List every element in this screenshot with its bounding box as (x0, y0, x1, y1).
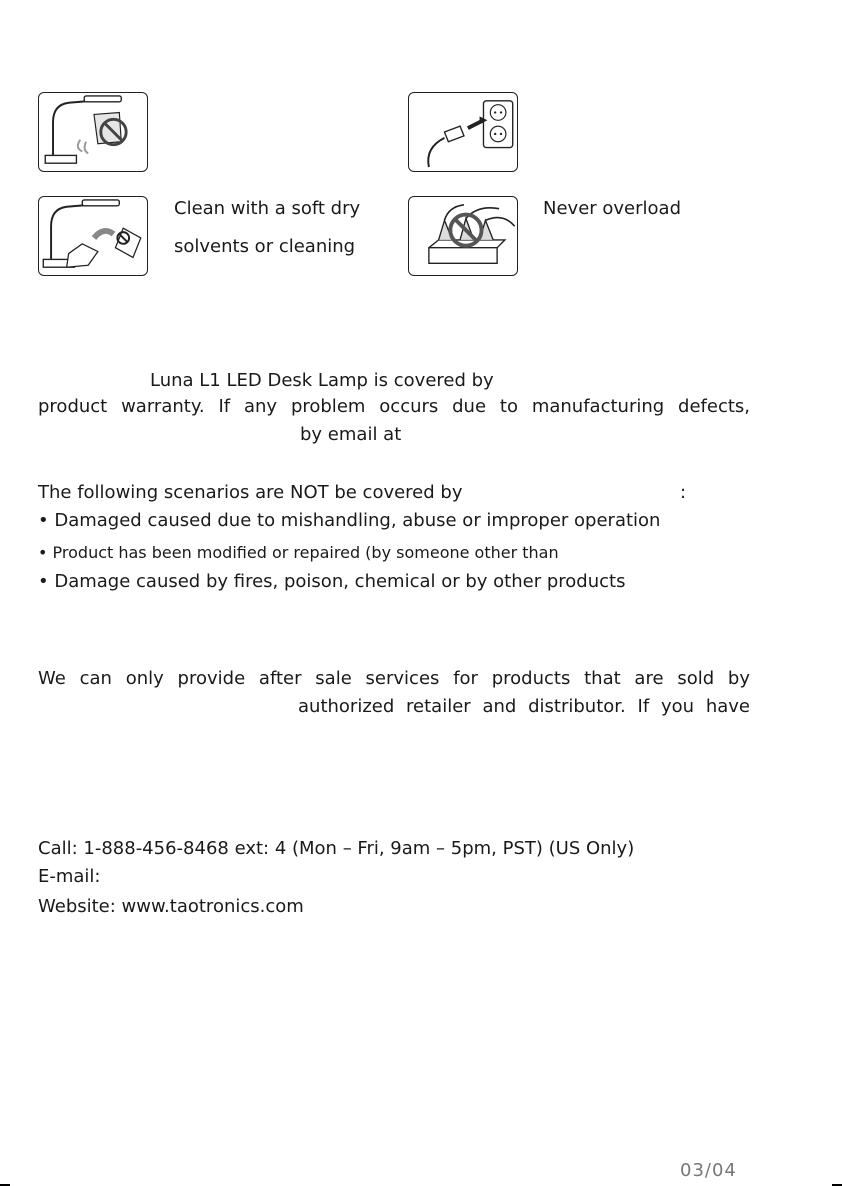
contact-call: Call: 1-888-456-8468 ext: 4 (Mon – Fri, 9am – 5pm, PST) (US Only) (38, 838, 635, 859)
after-sale-line-1: We can only provide after sale services for products that are sold by (38, 668, 750, 689)
after-sale-line-2: authorized retailer and distributor. If you have (298, 696, 750, 717)
exclusions-heading-colon: : (680, 482, 687, 503)
contact-website: Website: www.taotronics.com (38, 896, 304, 917)
clean-cloth-icon (38, 196, 148, 276)
no-liquid-icon (38, 92, 148, 172)
warranty-line-1: Luna L1 LED Desk Lamp is covered by (150, 370, 494, 391)
warranty-line-2: product warranty. If any problem occurs due to manufacturing defects, (38, 396, 750, 417)
clean-caption-line1: Clean with a soft dry (174, 198, 361, 219)
page-number: 03/04 (680, 1160, 737, 1181)
exclusion-item: • Product has been modified or repaired (by someone other than (38, 543, 559, 562)
exclusion-item: • Damage caused by fires, poison, chemical or by other products (38, 571, 626, 592)
clean-caption-line2: solvents or cleaning (174, 236, 356, 257)
no-overload-icon (408, 196, 518, 276)
exclusion-item: • Damaged caused due to mishandling, abuse or improper operation (38, 510, 661, 531)
overload-caption: Never overload (543, 198, 681, 219)
exclusions-heading: The following scenarios are NOT be covered by (38, 482, 463, 503)
unplug-icon (408, 92, 518, 172)
warranty-line-3: by email at (300, 424, 402, 445)
contact-email-label: E-mail: (38, 866, 101, 887)
